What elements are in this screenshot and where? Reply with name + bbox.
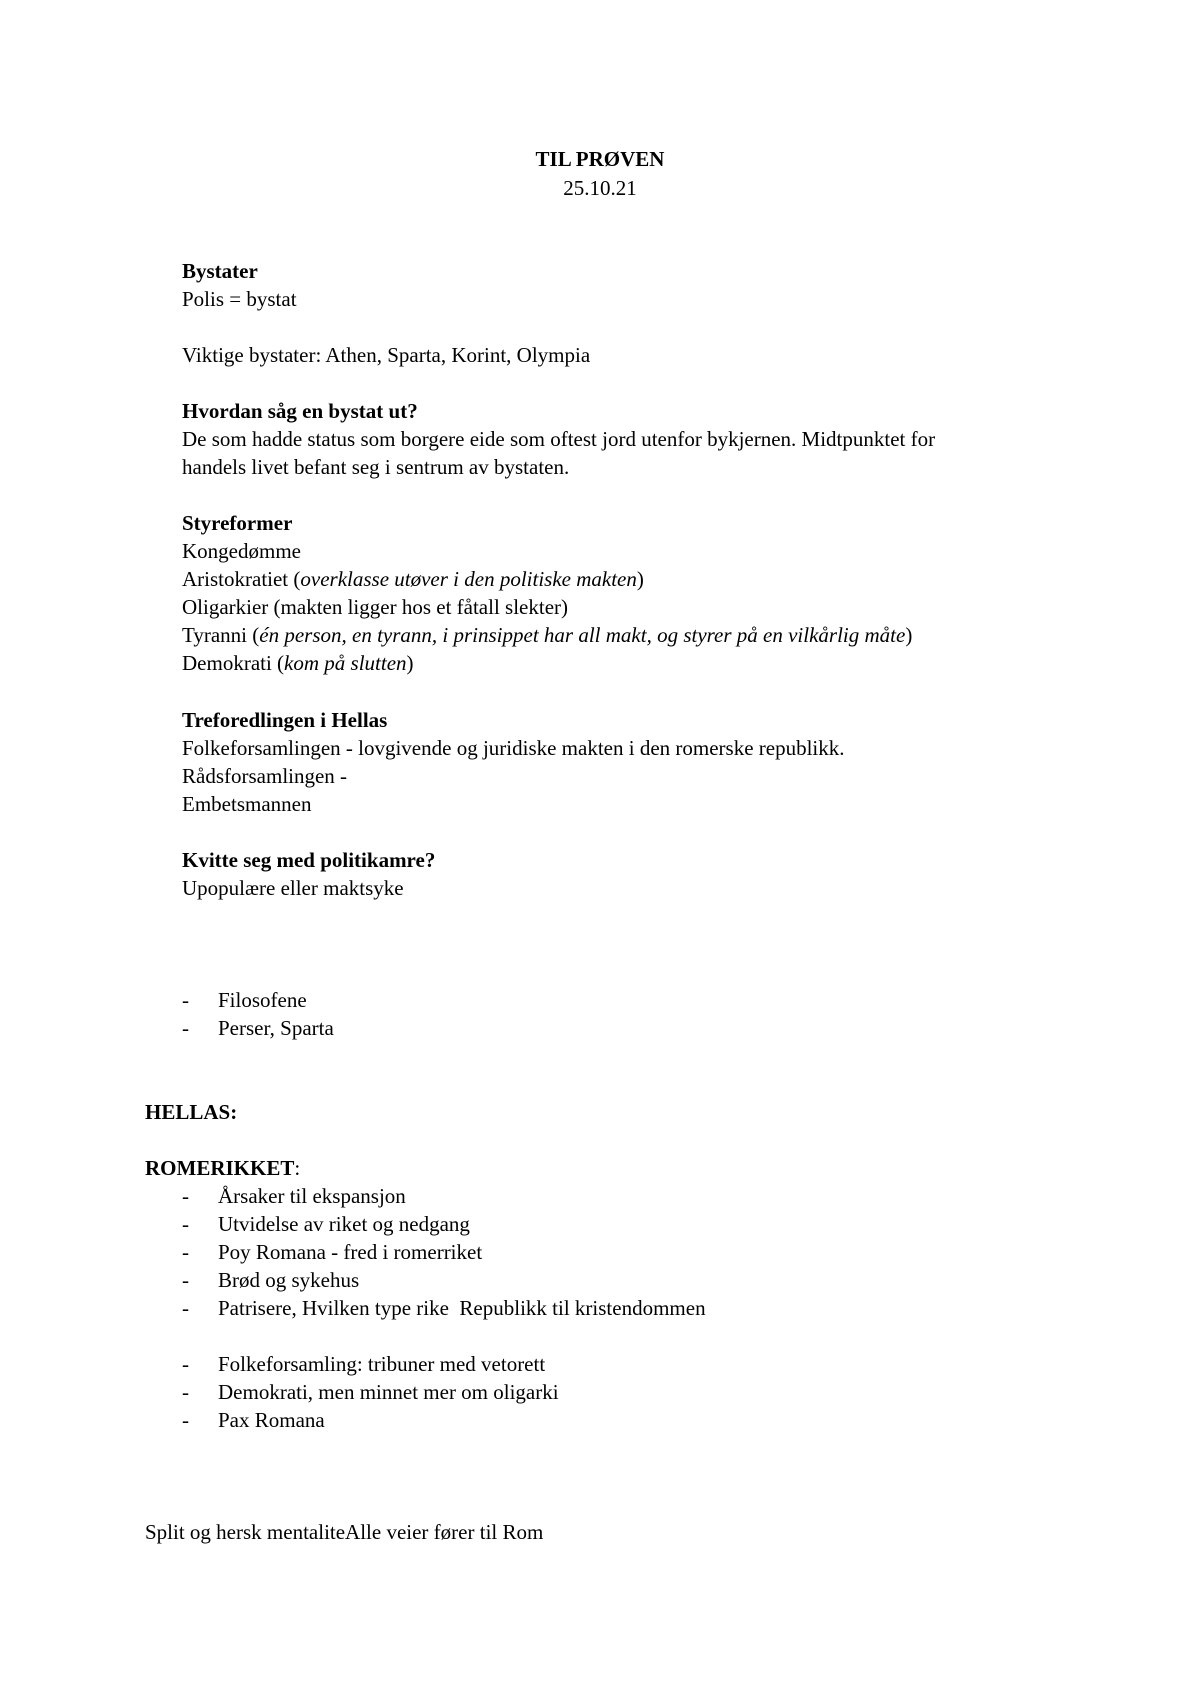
list-item: - Patrisere, Hvilken type rike Republikk til kristendommen xyxy=(182,1296,706,1320)
text-viktige-bystater: Viktige bystater: Athen, Sparta, Korint, Olympia xyxy=(182,343,591,367)
bullet-list-romerikket xyxy=(0,1182,706,1322)
text-tyranni: Tyranni (én person, en tyrann, i prinsippet har all makt, og styrer på en vilkårlig måte) xyxy=(182,623,913,647)
list-item: - Brød og sykehus xyxy=(182,1268,360,1292)
list-item: - Perser, Sparta xyxy=(182,1016,334,1040)
section-bystater xyxy=(182,257,590,369)
text-polis: Polis = bystat xyxy=(182,287,297,311)
list-item: - Demokrati, men minnet mer om oligarki xyxy=(182,1380,559,1404)
text-aristokratiet: Aristokratiet (overklasse utøver i den politiske makten) xyxy=(182,567,644,591)
text-hvordan-2: handels livet befant seg i sentrum av bystaten. xyxy=(182,455,570,479)
text-hvordan-1: De som hadde status som borgere eide som oftest jord utenfor bykjernen. Midtpunktet for xyxy=(182,427,936,451)
section-styreformer xyxy=(182,509,912,677)
list-item: - Utvidelse av riket og nedgang xyxy=(182,1212,470,1236)
heading-romerikket: ROMERIKKET: xyxy=(145,1156,301,1180)
text-folkeforsamlingen: Folkeforsamlingen - lovgivende og juridiske makten i den romerske republikk. xyxy=(182,736,845,760)
section-hvordan xyxy=(182,397,935,481)
text-oligarkier: Oligarkier (makten ligger hos et fåtall slekter) xyxy=(182,595,569,619)
text-upopulaere: Upopulære eller maktsyke xyxy=(182,876,404,900)
text-radsforsamlingen: Rådsforsamlingen - xyxy=(182,764,348,788)
text-split-og-hersk: Split og hersk mentaliteAlle veier fører til Rom xyxy=(145,1520,544,1544)
list-item: - Poy Romana - fred i romerriket xyxy=(182,1240,483,1264)
heading-hellas: HELLAS: xyxy=(145,1100,238,1124)
list-item: - Filosofene xyxy=(182,988,307,1012)
section-treforedlingen xyxy=(182,706,845,818)
list-item: - Årsaker til ekspansjon xyxy=(182,1184,406,1208)
heading-hvordan: Hvordan såg en bystat ut? xyxy=(182,399,418,423)
heading-kvitte: Kvitte seg med politikamre? xyxy=(182,848,436,872)
text-embetsmannen: Embetsmannen xyxy=(182,792,312,816)
text-demokrati: Demokrati (kom på slutten) xyxy=(182,651,414,675)
bullet-list-romerikket-2 xyxy=(0,1350,559,1434)
heading-treforedlingen: Treforedlingen i Hellas xyxy=(182,708,388,732)
list-item: - Pax Romana xyxy=(182,1408,325,1432)
bullet-list-1 xyxy=(0,986,334,1042)
document-date: 25.10.21 xyxy=(563,176,637,200)
document-title: TIL PRØVEN xyxy=(535,147,665,171)
heading-styreformer: Styreformer xyxy=(182,511,293,535)
section-kvitte xyxy=(182,846,435,902)
list-item: - Folkeforsamling: tribuner med vetorett xyxy=(182,1352,546,1376)
text-kongedomme: Kongedømme xyxy=(182,539,301,563)
heading-bystater: Bystater xyxy=(182,259,258,283)
